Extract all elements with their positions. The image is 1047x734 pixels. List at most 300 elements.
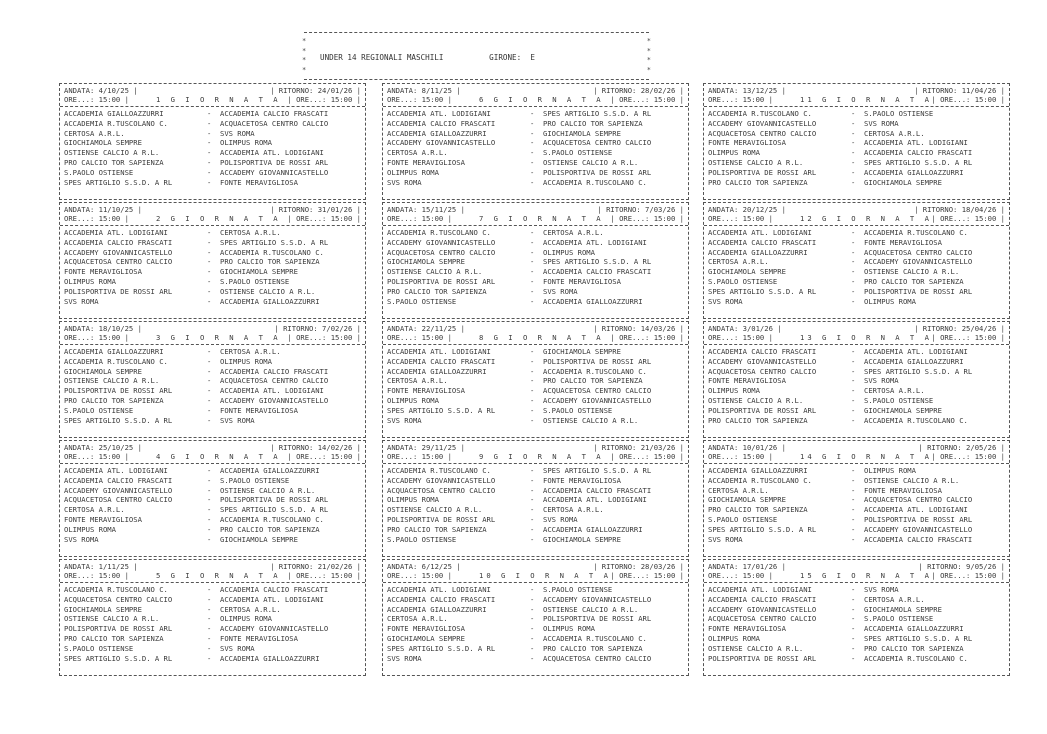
giornata-label: G I O R N A T A	[821, 214, 932, 223]
match-row	[64, 654, 361, 664]
matchday-header	[383, 203, 688, 226]
ritorno-date: 7/02/26	[322, 324, 353, 333]
match-dash: -	[530, 167, 535, 177]
giornata-number: 13	[800, 333, 815, 342]
ore-label: ORE...:	[387, 571, 418, 580]
giornata-label: G I O R N A T A	[821, 452, 932, 461]
away-team: ACCADEMY GIOVANNICASTELLO	[220, 395, 329, 405]
ore-label: ORE...:	[619, 214, 650, 223]
match-dash: -	[851, 267, 856, 277]
matchday-time-row: ORE...: 15:00 | 15 G I O R N A T A | ORE...: 15:00 |	[708, 571, 1005, 580]
andata-date: 3/01/26	[742, 324, 773, 333]
match-row	[387, 386, 684, 396]
match-dash: -	[207, 237, 212, 247]
home-team: ACCADEMY GIOVANNICASTELLO	[387, 237, 496, 247]
away-team: ACCADEMIA GIALLOAZZURRI	[220, 466, 320, 475]
ore-ritorno: 15:00	[653, 214, 676, 223]
andata-date: 1/11/25	[98, 562, 129, 571]
home-team: SPES ARTIGLIO S.S.D. A RL	[64, 653, 173, 663]
home-team: PRO CALCIO TOR SAPIENZA	[64, 157, 164, 167]
away-team: S.PAOLO OSTIENSE	[543, 585, 613, 594]
matchday-box	[703, 440, 1010, 557]
away-team: ACCADEMIA R.TUSCOLANO C.	[543, 177, 647, 187]
match-row	[708, 129, 1005, 139]
matchday-box	[382, 559, 689, 676]
match-row	[708, 119, 1005, 129]
match-row	[708, 495, 1005, 505]
match-dash: -	[851, 347, 856, 356]
home-team: CERTOSA A.R.L.	[387, 614, 448, 624]
match-dash: -	[530, 395, 535, 405]
match-dash: -	[851, 485, 856, 495]
ore-label: ORE...:	[296, 571, 327, 580]
ore-label: ORE...:	[940, 95, 971, 104]
schedule-grid	[59, 83, 1009, 678]
matchday-time-row: ORE...: 15:00 | 6 G I O R N A T A | ORE...: 15:00 |	[387, 95, 684, 104]
home-team: OLIMPUS ROMA	[708, 386, 760, 396]
home-team: CERTOSA A.R.L.	[387, 148, 448, 158]
away-team: SPES ARTIGLIO S.S.D. A RL	[864, 157, 973, 167]
ore-ritorno: 15:00	[653, 571, 676, 580]
matchday-time-row: ORE...: 15:00 | 4 G I O R N A T A | ORE...: 15:00 |	[64, 452, 361, 461]
home-team: CERTOSA A.R.L.	[387, 376, 448, 386]
home-team: CERTOSA A.R.L.	[708, 257, 769, 267]
match-dash: -	[207, 624, 212, 634]
match-dash: -	[207, 118, 212, 128]
match-dash: -	[851, 148, 856, 158]
away-team: ACCADEMIA R.TUSCOLANO C.	[864, 228, 968, 237]
home-team: OSTIENSE CALCIO A R.L.	[708, 643, 804, 653]
ore-label: ORE...:	[940, 571, 971, 580]
match-row	[387, 297, 684, 307]
match-row	[387, 119, 684, 129]
home-team: ACCADEMIA GIALLOAZZURRI	[708, 466, 808, 475]
away-team: POLISPORTIVA DE ROSSI ARL	[543, 167, 652, 177]
ore-andata: 15:00	[742, 214, 765, 223]
ore-andata: 15:00	[742, 333, 765, 342]
matchday-header	[704, 560, 1009, 583]
match-dash: -	[851, 386, 856, 396]
andata-date: 10/01/26	[742, 443, 778, 452]
match-dash: -	[530, 109, 535, 118]
match-row	[64, 168, 361, 178]
home-team: FONTE MERAVIGLIOSA	[387, 386, 465, 396]
home-team: ACCADEMY GIOVANNICASTELLO	[708, 356, 817, 366]
group-label: GIRONE:	[489, 53, 522, 62]
giornata-label: G I O R N A T A	[821, 571, 932, 580]
giornata-number: 14	[800, 452, 815, 461]
match-dash: -	[851, 643, 856, 653]
away-team: GIOCHIAMOLA SEMPRE	[220, 267, 298, 277]
match-dash: -	[851, 257, 856, 267]
match-dash: -	[530, 495, 535, 505]
matchday-box	[59, 202, 366, 319]
away-team: ACCADEMY GIOVANNICASTELLO	[864, 524, 973, 534]
home-team: OLIMPUS ROMA	[387, 395, 439, 405]
match-dash: -	[851, 376, 856, 386]
andata-date: 11/10/25	[98, 205, 134, 214]
matchday-time-row: ORE...: 15:00 | 12 G I O R N A T A | ORE...: 15:00 |	[708, 214, 1005, 223]
giornata-number: 6	[479, 95, 487, 104]
home-team: ACCADEMY GIOVANNICASTELLO	[708, 118, 817, 128]
ritorno-date: 28/02/26	[640, 86, 676, 95]
away-team: ACCADEMIA CALCIO FRASCATI	[220, 366, 329, 376]
away-team: S.PAOLO OSTIENSE	[864, 395, 934, 405]
home-team: FONTE MERAVIGLIOSA	[387, 157, 465, 167]
ore-ritorno: 15:00	[974, 571, 997, 580]
andata-label: ANDATA:	[387, 86, 418, 95]
away-team: ACCADEMIA CALCIO FRASCATI	[220, 109, 329, 118]
andata-date: 18/10/25	[98, 324, 134, 333]
match-list	[387, 347, 684, 425]
home-team: POLISPORTIVA DE ROSSI ARL	[387, 276, 496, 286]
ore-label: ORE...:	[940, 214, 971, 223]
ore-ritorno: 15:00	[330, 95, 353, 104]
match-dash: -	[207, 405, 212, 415]
away-team: ACCADEMIA R.TUSCOLANO C.	[543, 633, 647, 643]
home-team: SVS ROMA	[387, 177, 422, 187]
home-team: OSTIENSE CALCIO A R.L.	[64, 148, 160, 158]
away-team: GIOCHIAMOLA SEMPRE	[220, 534, 298, 544]
match-row	[708, 287, 1005, 297]
matchday-dates-row: ANDATA: 20/12/25 | | RITORNO: 18/04/26 |	[708, 205, 1005, 214]
matchday-time-row: ORE...: 15:00 | 1 G I O R N A T A | ORE...: 15:00 |	[64, 95, 361, 104]
away-team: PRO CALCIO TOR SAPIENZA	[864, 276, 964, 286]
home-team: ACQUACETOSA CENTRO CALCIO	[708, 128, 817, 138]
ritorno-date: 7/03/26	[645, 205, 676, 214]
match-dash: -	[851, 594, 856, 604]
ore-label: ORE...:	[387, 95, 418, 104]
matchday-header	[704, 441, 1009, 464]
home-team: S.PAOLO OSTIENSE	[64, 405, 134, 415]
away-team: FONTE MERAVIGLIOSA	[543, 475, 621, 485]
home-team: PRO CALCIO TOR SAPIENZA	[387, 286, 487, 296]
giornata-label: G I O R N A T A	[493, 214, 604, 223]
ore-label: ORE...:	[708, 452, 739, 461]
match-dash: -	[207, 633, 212, 643]
match-row	[387, 515, 684, 525]
match-row	[387, 466, 684, 476]
ore-andata: 15:00	[421, 95, 444, 104]
group-value: E	[530, 53, 535, 62]
ore-andata: 15:00	[421, 571, 444, 580]
ore-andata: 15:00	[98, 571, 121, 580]
andata-date: 13/12/25	[742, 86, 778, 95]
andata-date: 4/10/25	[98, 86, 129, 95]
ritorno-label: RITORNO:	[278, 205, 314, 214]
away-team: POLISPORTIVA DE ROSSI ARL	[220, 495, 329, 505]
match-row	[387, 376, 684, 386]
giornata-number: 8	[479, 333, 487, 342]
away-team: OLIMPUS ROMA	[220, 138, 272, 148]
home-team: ACCADEMIA CALCIO FRASCATI	[708, 237, 817, 247]
ore-label: ORE...:	[940, 452, 971, 461]
match-dash: -	[530, 347, 535, 356]
away-team: ACCADEMY GIOVANNICASTELLO	[543, 594, 652, 604]
match-row	[64, 605, 361, 615]
away-team: ACCADEMIA ATL. LODIGIANI	[864, 505, 968, 515]
andata-date: 22/11/25	[421, 324, 457, 333]
away-team: CERTOSA A.R.L.	[220, 228, 281, 237]
match-dash: -	[207, 276, 212, 286]
home-team: PRO CALCIO TOR SAPIENZA	[387, 524, 487, 534]
home-team: ACCADEMIA CALCIO FRASCATI	[708, 347, 817, 356]
match-row	[64, 277, 361, 287]
giornata-number: 11	[800, 95, 815, 104]
home-team: ACCADEMY GIOVANNICASTELLO	[708, 604, 817, 614]
home-team: ACCADEMIA CALCIO FRASCATI	[64, 475, 173, 485]
match-dash: -	[851, 138, 856, 148]
away-team: ACQUACETOSA CENTRO CALCIO	[543, 653, 652, 663]
matchday-box	[59, 440, 366, 557]
ritorno-label: RITORNO:	[283, 324, 318, 333]
away-team: ACQUACETOSA CENTRO CALCIO	[220, 118, 329, 128]
match-dash: -	[530, 376, 535, 386]
matchday-dates-row: ANDATA: 17/01/26 | | RITORNO: 9/05/26 |	[708, 562, 1005, 571]
home-team: SVS ROMA	[64, 534, 99, 544]
match-row	[708, 178, 1005, 188]
match-dash: -	[207, 128, 212, 138]
match-row	[708, 297, 1005, 307]
match-row	[64, 595, 361, 605]
match-row	[708, 357, 1005, 367]
home-team: POLISPORTIVA DE ROSSI ARL	[64, 386, 173, 396]
home-team: POLISPORTIVA DE ROSSI ARL	[64, 624, 173, 634]
giornata-label: G I O R N A T A	[170, 214, 281, 223]
home-team: FONTE MERAVIGLIOSA	[708, 376, 786, 386]
match-row	[387, 168, 684, 178]
match-row	[708, 634, 1005, 644]
away-team: ACCADEMY GIOVANNICASTELLO	[220, 167, 329, 177]
andata-label: ANDATA:	[64, 205, 95, 214]
home-team: ACCADEMIA CALCIO FRASCATI	[708, 594, 817, 604]
home-team: GIOCHIAMOLA SEMPRE	[64, 366, 142, 376]
home-team: ACCADEMY GIOVANNICASTELLO	[387, 475, 496, 485]
home-team: POLISPORTIVA DE ROSSI ARL	[708, 653, 817, 663]
away-team: ACQUACETOSA CENTRO CALCIO	[864, 495, 973, 505]
home-team: S.PAOLO OSTIENSE	[64, 643, 134, 653]
away-team: FONTE MERAVIGLIOSA	[543, 276, 621, 286]
league-title: UNDER 14 REGIONALI MASCHILI	[320, 53, 444, 62]
match-list	[708, 228, 1005, 306]
away-team: ACCADEMIA GIALLOAZZURRI	[220, 653, 320, 663]
ore-label: ORE...:	[387, 452, 418, 461]
match-dash: -	[851, 109, 856, 118]
ore-label: ORE...:	[64, 452, 95, 461]
match-dash: -	[530, 276, 535, 286]
match-dash: -	[851, 247, 856, 257]
home-team: SVS ROMA	[708, 534, 743, 544]
match-dash: -	[207, 395, 212, 405]
home-team: ACQUACETOSA CENTRO CALCIO	[387, 485, 496, 495]
match-row	[64, 644, 361, 654]
ritorno-label: RITORNO:	[922, 86, 958, 95]
match-dash: -	[207, 485, 212, 495]
home-team: ACCADEMIA ATL. LODIGIANI	[708, 228, 812, 237]
matchday-header	[383, 441, 688, 464]
match-dash: -	[207, 475, 212, 485]
home-team: POLISPORTIVA DE ROSSI ARL	[708, 405, 817, 415]
away-team: SVS ROMA	[864, 376, 899, 386]
away-team: SVS ROMA	[220, 128, 255, 138]
away-team: FONTE MERAVIGLIOSA	[864, 237, 942, 247]
away-team: SVS ROMA	[543, 286, 578, 296]
match-dash: -	[851, 415, 856, 425]
matchday-header	[383, 84, 688, 107]
match-row	[64, 119, 361, 129]
match-row	[387, 476, 684, 486]
away-team: SVS ROMA	[220, 415, 255, 425]
ritorno-date: 18/04/26	[961, 205, 997, 214]
home-team: ACCADEMIA R.TUSCOLANO C.	[387, 466, 491, 475]
away-team: GIOCHIAMOLA SEMPRE	[543, 534, 621, 544]
andata-label: ANDATA:	[387, 324, 418, 333]
match-row	[64, 248, 361, 258]
match-row	[708, 376, 1005, 386]
ore-label: ORE...:	[387, 333, 418, 342]
ritorno-date: 14/02/26	[317, 443, 353, 452]
match-row	[387, 634, 684, 644]
giornata-number: 5	[156, 571, 164, 580]
ore-andata: 15:00	[98, 95, 121, 104]
home-team: SPES ARTIGLIO S.S.D. A RL	[708, 286, 817, 296]
away-team: OSTIENSE CALCIO A R.L.	[543, 604, 639, 614]
home-team: GIOCHIAMOLA SEMPRE	[64, 138, 142, 148]
matchday-time-row: ORE...: 15:00 | 14 G I O R N A T A | ORE...: 15:00 |	[708, 452, 1005, 461]
match-dash: -	[207, 138, 212, 148]
match-row	[64, 515, 361, 525]
matchday-box	[703, 321, 1010, 438]
home-team: ACCADEMIA GIALLOAZZURRI	[387, 366, 487, 376]
matchday-dates-row: ANDATA: 15/11/25 | | RITORNO: 7/03/26 |	[387, 205, 684, 214]
away-team: CERTOSA A.R.L.	[543, 228, 604, 237]
matchday-dates-row: ANDATA: 3/01/26 | | RITORNO: 25/04/26 |	[708, 324, 1005, 333]
home-team: CERTOSA A.R.L.	[64, 128, 125, 138]
match-row	[708, 515, 1005, 525]
match-row	[387, 138, 684, 148]
away-team: CERTOSA A.R.L.	[220, 347, 281, 356]
away-team: ACCADEMIA ATL. LODIGIANI	[543, 237, 647, 247]
match-row	[387, 605, 684, 615]
match-dash: -	[530, 524, 535, 534]
home-team: ACCADEMIA ATL. LODIGIANI	[64, 466, 168, 475]
ore-label: ORE...:	[619, 95, 650, 104]
ore-label: ORE...:	[619, 571, 650, 580]
match-dash: -	[530, 585, 535, 594]
match-dash: -	[530, 534, 535, 544]
ore-ritorno: 15:00	[974, 95, 997, 104]
away-team: ACCADEMIA R.TUSCOLANO C.	[864, 415, 968, 425]
home-team: ACCADEMIA ATL. LODIGIANI	[387, 585, 491, 594]
match-list	[64, 585, 361, 663]
match-dash: -	[530, 118, 535, 128]
home-team: ACCADEMIA R.TUSCOLANO C.	[64, 585, 168, 594]
match-dash: -	[530, 386, 535, 396]
match-row	[64, 585, 361, 595]
ore-andata: 15:00	[98, 452, 121, 461]
match-row	[387, 267, 684, 277]
away-team: SPES ARTIGLIO S.S.D. A RL	[543, 109, 652, 118]
match-dash: -	[207, 228, 212, 237]
away-team: FONTE MERAVIGLIOSA	[864, 485, 942, 495]
away-team: ACCADEMIA ATL. LODIGIANI	[220, 386, 324, 396]
match-row	[64, 466, 361, 476]
away-team: ACCADEMIA ATL. LODIGIANI	[864, 347, 968, 356]
away-team: PRO CALCIO TOR SAPIENZA	[220, 524, 320, 534]
matchday-header	[704, 203, 1009, 226]
home-team: OLIMPUS ROMA	[708, 633, 760, 643]
ore-label: ORE...:	[708, 214, 739, 223]
away-team: ACCADEMY GIOVANNICASTELLO	[864, 257, 973, 267]
away-team: SPES ARTIGLIO S.S.D. A RL	[220, 505, 329, 515]
away-team: PRO CALCIO TOR SAPIENZA	[543, 118, 643, 128]
away-team: ACCADEMIA GIALLOAZZURRI	[543, 524, 643, 534]
match-row	[708, 148, 1005, 158]
away-team: SPES ARTIGLIO S.S.D. A RL	[543, 257, 652, 267]
away-team: S.PAOLO OSTIENSE	[220, 475, 290, 485]
match-list	[387, 228, 684, 306]
match-row	[64, 376, 361, 386]
match-row	[708, 476, 1005, 486]
match-dash: -	[207, 594, 212, 604]
home-team: GIOCHIAMOLA SEMPRE	[708, 495, 786, 505]
away-team: GIOCHIAMOLA SEMPRE	[864, 177, 942, 187]
match-row	[387, 287, 684, 297]
match-row	[708, 138, 1005, 148]
matchday-box	[382, 440, 689, 557]
match-dash: -	[530, 633, 535, 643]
match-dash: -	[851, 534, 856, 544]
away-team: PRO CALCIO TOR SAPIENZA	[543, 643, 643, 653]
matchday-time-row: ORE...: 15:00 | 11 G I O R N A T A | ORE...: 15:00 |	[708, 95, 1005, 104]
match-row	[64, 347, 361, 357]
match-row	[708, 406, 1005, 416]
home-team: ACQUACETOSA CENTRO CALCIO	[64, 495, 173, 505]
ore-label: ORE...:	[940, 333, 971, 342]
giornata-label: G I O R N A T A	[493, 95, 604, 104]
giornata-label: G I O R N A T A	[821, 333, 932, 342]
ore-label: ORE...:	[64, 95, 95, 104]
ore-label: ORE...:	[296, 333, 327, 342]
ore-ritorno: 15:00	[974, 214, 997, 223]
away-team: PRO CALCIO TOR SAPIENZA	[543, 376, 643, 386]
ore-label: ORE...:	[64, 214, 95, 223]
match-dash: -	[207, 356, 212, 366]
match-dash: -	[851, 228, 856, 237]
giornata-label: G I O R N A T A	[170, 95, 281, 104]
away-team: POLISPORTIVA DE ROSSI ARL	[220, 157, 329, 167]
match-dash: -	[851, 585, 856, 594]
match-dash: -	[851, 128, 856, 138]
home-team: SPES ARTIGLIO S.S.D. A RL	[64, 177, 173, 187]
match-row	[64, 525, 361, 535]
match-list	[708, 466, 1005, 544]
away-team: CERTOSA A.R.L.	[220, 604, 281, 614]
home-team: S.PAOLO OSTIENSE	[708, 514, 778, 524]
away-team: OSTIENSE CALCIO A R.L.	[864, 475, 960, 485]
giornata-label: G I O R N A T A	[493, 452, 604, 461]
home-team: OLIMPUS ROMA	[387, 167, 439, 177]
match-row	[708, 525, 1005, 535]
match-row	[387, 178, 684, 188]
match-dash: -	[851, 177, 856, 187]
home-team: SPES ARTIGLIO S.S.D. A RL	[64, 415, 173, 425]
match-dash: -	[530, 405, 535, 415]
match-dash: -	[207, 653, 212, 663]
away-team: OSTIENSE CALCIO A R.L.	[864, 267, 960, 277]
match-dash: -	[851, 237, 856, 247]
away-team: OLIMPUS ROMA	[220, 614, 272, 624]
